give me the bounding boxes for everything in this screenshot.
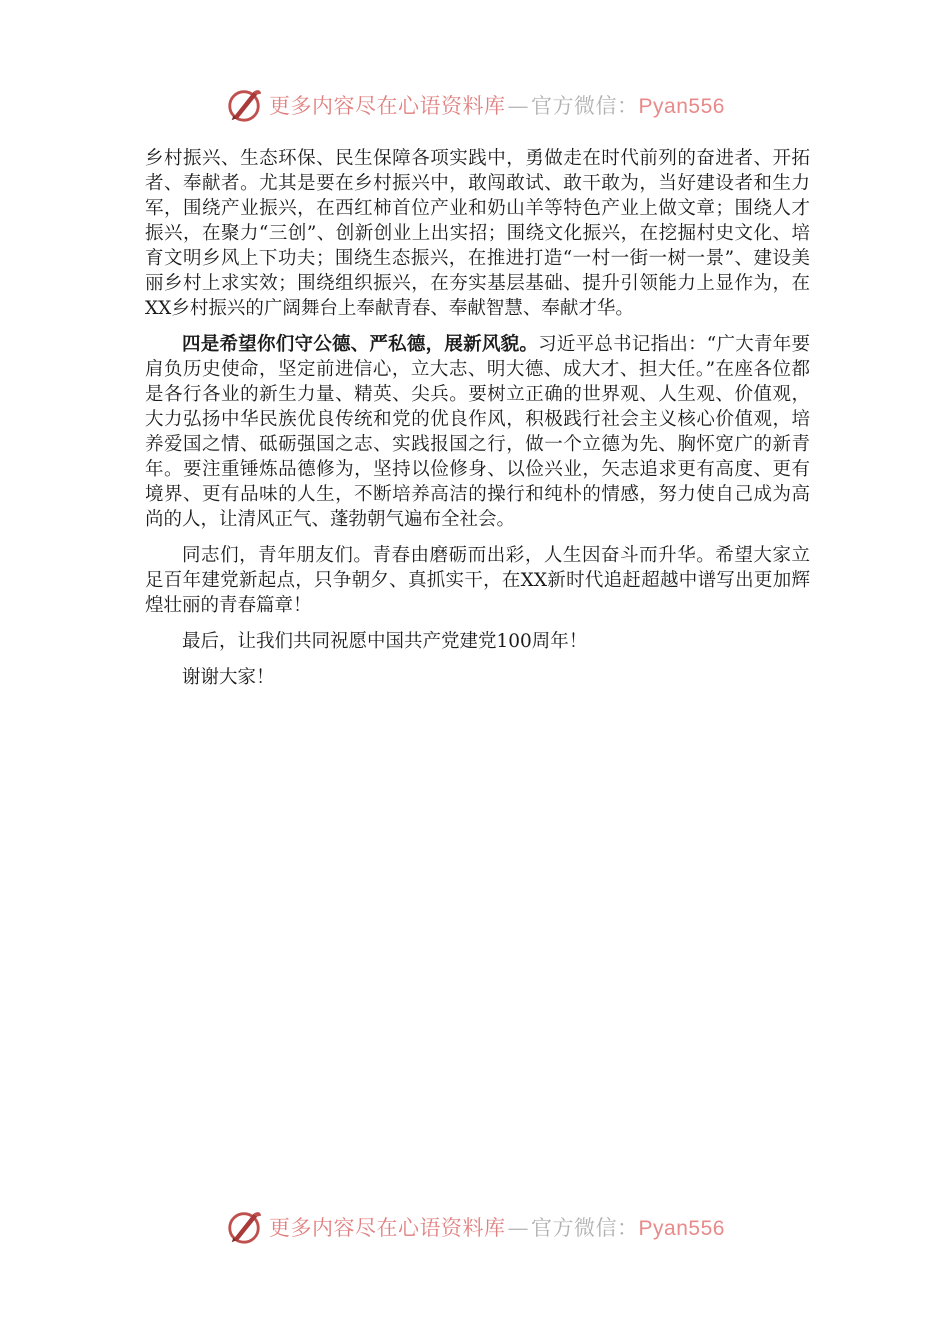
watermark-site-text: 更多内容尽在心语资料库 <box>269 94 506 118</box>
paragraph-1 <box>145 146 810 321</box>
paragraph-2-text: 习近平总书记指出：“广大青年要肩负历史使命，坚定前进信心，立大志、明大德、成大才、担大任。”在座各位都是各行各业的新生力量、精英、尖兵。要树立正确的世界观、人生观、价值观，大力弘扬中华民族优良传统和党的优良作风，积极践行社会主义核心价值观，培养爱国之情、砥砺强国之志、实践报国之行，做一个立德为先、胸怀宽广的新青年。要注重锤炼品德修为，坚持以俭修身、以俭兴业，矢志追求更有高度、更有境界、更有品味的人生，不断培养高洁的操行和纯朴的情感，努力使自己成为高尚的人，让清风正气、蓬勃朝气遍布全社会。 <box>145 334 810 530</box>
watermark-text <box>269 90 725 120</box>
watermark-wechat-id: Pyan556 <box>638 95 725 118</box>
paragraph-5-text: 谢谢大家！ <box>182 667 275 688</box>
watermark-wechat-label: 官方微信： <box>531 94 639 118</box>
paragraph-3-text: 同志们，青年朋友们。青春由磨砺而出彩，人生因奋斗而升华。希望大家立足百年建党新起点，只争朝夕、真抓实干，在XX新时代追赶超越中谱写出更加辉煌壮丽的青春篇章！ <box>145 545 810 616</box>
watermark-wechat-label: 官方微信： <box>531 1216 639 1240</box>
watermark-wechat-id: Pyan556 <box>638 1217 725 1240</box>
paragraph-1-text: 乡村振兴、生态环保、民生保障各项实践中，勇做走在时代前列的奋进者、开拓者、奉献者。尤其是要在乡村振兴中，敢闯敢试、敢干敢为，当好建设者和生力军，围绕产业振兴，在西红柿首位产业和奶山羊等特色产业上做文章；围绕人才振兴，在聚力“三创”、创新创业上出实招；围绕文化振兴，在挖掘村史文化、培育文明乡风上下功夫；围绕生态振兴，在推进打造“一村一街一树一景”、建设美丽乡村上求实效；围绕组织振兴，在夯实基层基础、提升引领能力上显作为，在XX乡村振兴的广阔舞台上奉献青春、奉献智慧、奉献才华。 <box>145 148 810 319</box>
paragraph-2 <box>145 332 810 532</box>
quill-pen-logo-icon <box>225 1208 263 1246</box>
header-watermark <box>0 86 950 124</box>
paragraph-5 <box>145 665 810 690</box>
watermark-site-text: 更多内容尽在心语资料库 <box>269 1216 506 1240</box>
watermark-separator: — <box>507 1216 530 1240</box>
paragraph-3 <box>145 543 810 618</box>
paragraph-4 <box>145 629 810 654</box>
paragraph-2-heading: 四是希望你们守公德、严私德，展新风貌。 <box>182 334 539 355</box>
watermark-text <box>269 1212 725 1242</box>
watermark-separator: — <box>507 94 530 118</box>
quill-pen-logo-icon <box>225 86 263 124</box>
paragraph-4-text: 最后，让我们共同祝愿中国共产党建党100周年！ <box>182 631 588 652</box>
footer-watermark <box>0 1208 950 1246</box>
document-body <box>145 146 810 701</box>
